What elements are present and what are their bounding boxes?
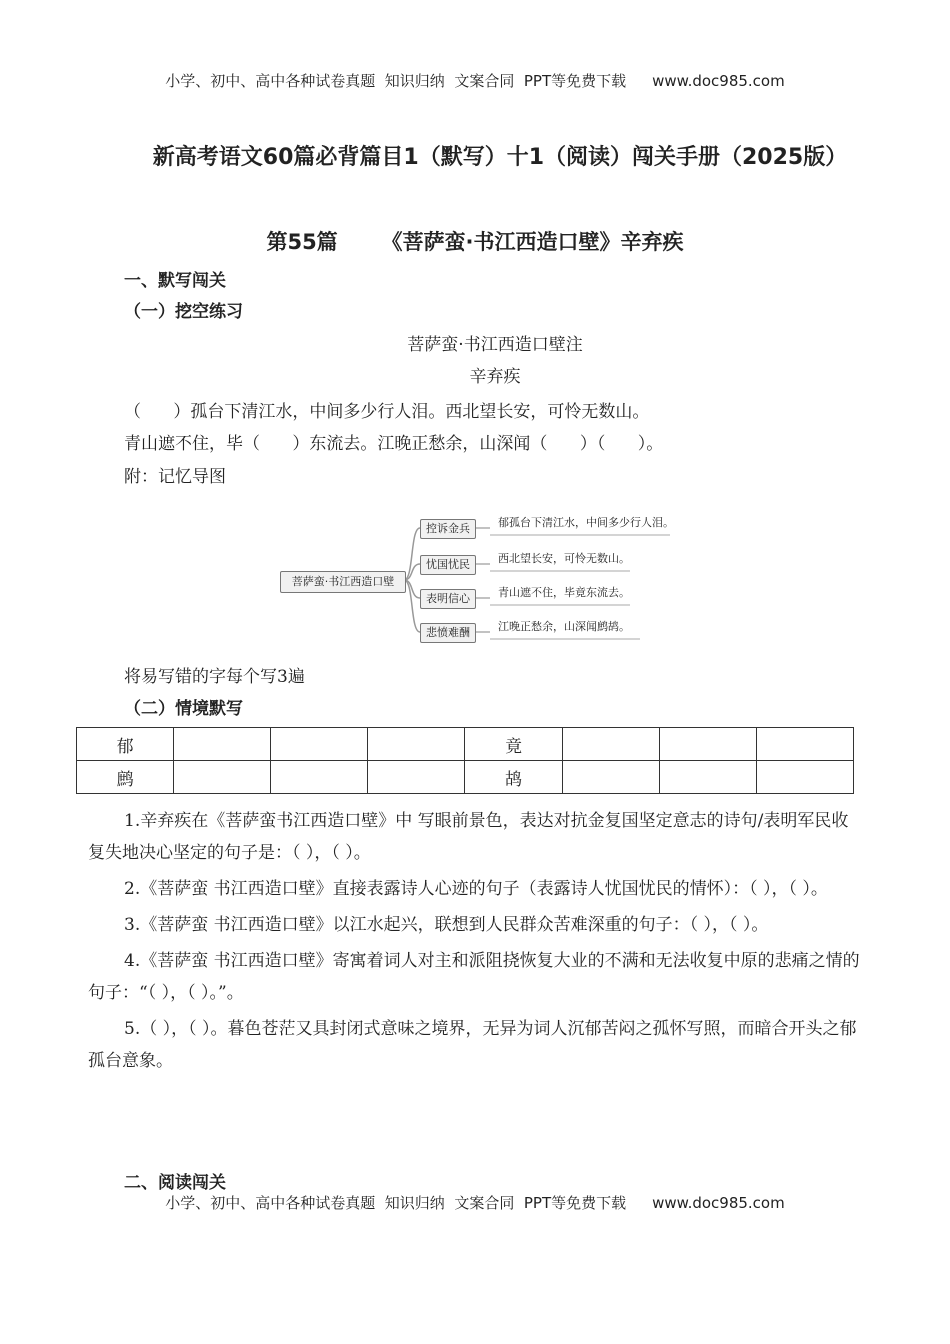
mind-map-branch: 控诉金兵 bbox=[420, 519, 476, 539]
mind-map-leaf: 郁孤台下清江水，中间多少行人泪。 bbox=[498, 516, 674, 529]
table-cell: 郁 bbox=[77, 728, 174, 761]
poem-line-1: （ ）孤台下清江水，中间多少行人泪。西北望长安，可怜无数山。 bbox=[124, 402, 650, 422]
practice-cell[interactable] bbox=[174, 761, 271, 794]
mind-map-root: 菩萨蛮·书江西造口壁 bbox=[280, 571, 406, 593]
poem-title: 菩萨蛮·书江西造口壁注 bbox=[407, 335, 583, 355]
practice-cell[interactable] bbox=[562, 728, 659, 761]
appendix-label: 附：记忆导图 bbox=[124, 467, 226, 487]
practice-cell[interactable] bbox=[756, 761, 853, 794]
question-item: 5.（ ），（ ）。暮色苍茫又具封闭式意味之境界，无异为词人沉郁苦闷之孤怀写照，而暗合开头之郁孤台意象。 bbox=[88, 1019, 857, 1071]
page-subtitle: 第55篇 《菩萨蛮·书江西造口壁》辛弃疾 bbox=[266, 230, 684, 254]
practice-cell[interactable] bbox=[659, 761, 756, 794]
section-heading-1: 一、默写闯关 bbox=[124, 271, 226, 291]
mind-map-branch: 忧国忧民 bbox=[420, 555, 476, 575]
mind-map bbox=[278, 508, 678, 648]
question-item: 2.《菩萨蛮 书江西造口壁》直接表露诗人心迹的句子（表露诗人忧国忧民的情怀）：（ ），（ ）。 bbox=[124, 879, 828, 899]
header-site: www.doc985.com bbox=[652, 72, 785, 90]
practice-cell[interactable] bbox=[368, 761, 465, 794]
page-header bbox=[0, 70, 950, 91]
question-item: 1.辛弃疾在《菩萨蛮书江西造口壁》中 写眼前景色，表达对抗金复国坚定意志的诗句/表明军民收复失地决心坚定的句子是：（ ），（ ）。 bbox=[88, 811, 849, 863]
mind-map-branch: 悲愤难酬 bbox=[420, 623, 476, 643]
write-prompt: 将易写错的字每个写3遍 bbox=[124, 667, 305, 687]
poem-line-2: 青山遮不住，毕（ ）东流去。江晚正愁余，山深闻（ ）（ ）。 bbox=[124, 434, 664, 454]
question-item: 3.《菩萨蛮 书江西造口壁》以江水起兴，联想到人民群众苦难深重的句子：（ ），（ ）。 bbox=[124, 915, 769, 935]
header-text: 小学、初中、高中各种试卷真题 知识归纳 文案合同 PPT等免费下载 bbox=[165, 72, 627, 90]
practice-cell[interactable] bbox=[756, 728, 853, 761]
mind-map-leaf: 江晚正愁余，山深闻鹧鸪。 bbox=[498, 620, 630, 633]
char-practice-table bbox=[76, 727, 854, 794]
practice-cell[interactable] bbox=[562, 761, 659, 794]
footer-site: www.doc985.com bbox=[652, 1194, 785, 1212]
table-row bbox=[77, 761, 854, 794]
part-heading-2: （二）情境默写 bbox=[124, 699, 243, 719]
practice-cell[interactable] bbox=[368, 728, 465, 761]
table-cell: 鹧 bbox=[77, 761, 174, 794]
practice-cell[interactable] bbox=[659, 728, 756, 761]
section-heading-2: 二、阅读闯关 bbox=[124, 1173, 226, 1193]
questions bbox=[88, 805, 863, 1077]
footer-text: 小学、初中、高中各种试卷真题 知识归纳 文案合同 PPT等免费下载 bbox=[165, 1194, 627, 1212]
mind-map-branch: 表明信心 bbox=[420, 589, 476, 609]
part-heading-1: （一）挖空练习 bbox=[124, 302, 243, 322]
table-cell: 竟 bbox=[465, 728, 562, 761]
practice-cell[interactable] bbox=[271, 761, 368, 794]
question-item: 4.《菩萨蛮 书江西造口壁》寄寓着词人对主和派阻挠恢复大业的不满和无法收复中原的悲痛之情的句子：“（ ），（ ）。”。 bbox=[88, 951, 860, 1003]
practice-cell[interactable] bbox=[271, 728, 368, 761]
page-title: 新高考语文60篇必背篇目1（默写）十1（阅读）闯关手册（2025版） bbox=[152, 145, 848, 170]
table-row bbox=[77, 728, 854, 761]
practice-cell[interactable] bbox=[174, 728, 271, 761]
page-footer bbox=[0, 1192, 950, 1213]
mind-map-leaf: 青山遮不住，毕竟东流去。 bbox=[498, 586, 630, 599]
table-cell: 鸪 bbox=[465, 761, 562, 794]
mind-map-leaf: 西北望长安，可怜无数山。 bbox=[498, 552, 630, 565]
poem-author: 辛弃疾 bbox=[469, 367, 521, 387]
